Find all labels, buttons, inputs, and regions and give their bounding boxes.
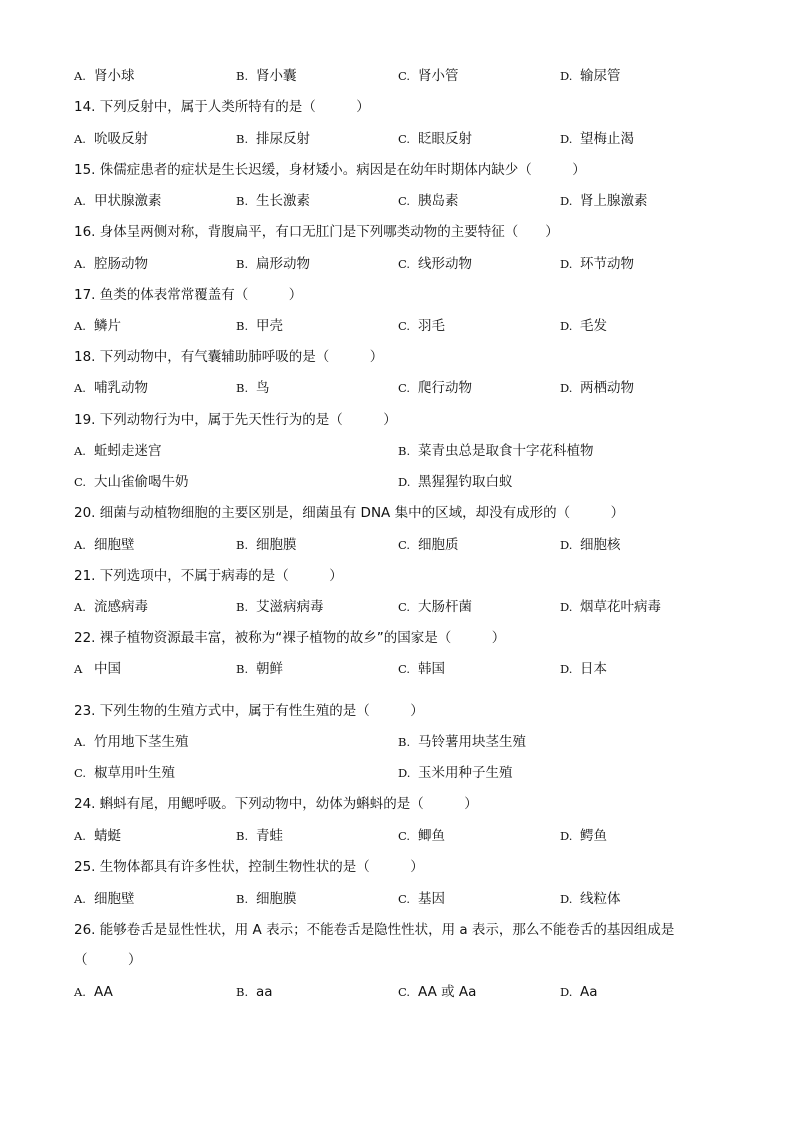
option-text: 中国 <box>94 661 121 677</box>
option-text: 线形动物 <box>418 256 472 272</box>
option-c <box>398 192 459 210</box>
option-b <box>236 983 273 1001</box>
option-text: 肾小囊 <box>256 68 297 84</box>
option-text: 线粒体 <box>580 891 621 907</box>
option-c <box>74 764 175 782</box>
option-letter: A. <box>74 381 86 395</box>
option-b <box>236 317 283 335</box>
option-text: 羽毛 <box>418 318 445 334</box>
option-text: 毛发 <box>580 318 607 334</box>
option-b <box>236 130 310 148</box>
option-c <box>398 983 476 1001</box>
option-text: 菜青虫总是取食十字花科植物 <box>418 443 594 459</box>
option-text: 排尿反射 <box>256 131 310 147</box>
option-b <box>236 67 297 85</box>
option-text: 胰岛素 <box>418 193 459 209</box>
option-text: 扁形动物 <box>256 256 310 272</box>
option-b <box>236 379 270 397</box>
option-c <box>398 660 445 678</box>
option-text: Aa <box>580 984 598 1000</box>
option-b <box>236 598 324 616</box>
option-b <box>236 255 310 273</box>
option-text: 日本 <box>580 661 607 677</box>
option-text: 细胞膜 <box>256 891 297 907</box>
option-letter: C. <box>398 892 411 906</box>
option-letter: B. <box>236 69 249 83</box>
option-letter: C. <box>398 69 411 83</box>
option-c <box>74 473 189 491</box>
option-c <box>398 536 459 554</box>
option-text: 爬行动物 <box>418 380 472 396</box>
option-text: 马铃薯用块茎生殖 <box>418 734 526 750</box>
option-text: 基因 <box>418 891 445 907</box>
option-letter: B. <box>236 319 249 333</box>
option-a <box>74 67 135 85</box>
option-letter: D. <box>560 600 573 614</box>
option-letter: C. <box>74 475 87 489</box>
option-d <box>560 192 648 210</box>
option-d <box>560 890 621 908</box>
option-d <box>560 827 607 845</box>
option-letter: D. <box>398 475 411 489</box>
option-text: 鳄鱼 <box>580 828 607 844</box>
question-text: 16. 身体呈两侧对称，背腹扁平，有口无肛门是下列哪类动物的主要特征（ ） <box>74 224 559 240</box>
option-a <box>74 733 189 751</box>
option-d <box>398 764 513 782</box>
option-letter: D. <box>560 829 573 843</box>
option-b <box>398 442 594 460</box>
question-text: 23. 下列生物的生殖方式中，属于有性生殖的是（ ） <box>74 703 424 719</box>
option-letter: C. <box>398 538 411 552</box>
option-text: 竹用地下茎生殖 <box>94 734 189 750</box>
option-letter: A. <box>74 892 86 906</box>
option-letter: B. <box>236 985 249 999</box>
option-text: 腔肠动物 <box>94 256 148 272</box>
option-letter: A. <box>74 735 86 749</box>
option-letter: B. <box>236 892 249 906</box>
option-a <box>74 317 121 335</box>
option-a <box>74 598 148 616</box>
option-text: 肾上腺激素 <box>580 193 648 209</box>
option-text: 眨眼反射 <box>418 131 472 147</box>
option-text: 细胞壁 <box>94 891 135 907</box>
option-letter: A. <box>74 538 86 552</box>
option-c <box>398 379 472 397</box>
option-letter: C. <box>398 985 411 999</box>
option-letter: B. <box>236 257 249 271</box>
question-text: 22. 裸子植物资源最丰富，被称为“裸子植物的故乡”的国家是（ ） <box>74 630 506 646</box>
option-text: 艾滋病病毒 <box>256 599 324 615</box>
option-text: 肾小管 <box>418 68 459 84</box>
option-text: 细胞质 <box>418 537 459 553</box>
option-text: 蚯蚓走迷宫 <box>94 443 162 459</box>
option-b <box>236 660 283 678</box>
option-text: 鲫鱼 <box>418 828 445 844</box>
option-text: AA 或 Aa <box>418 984 477 1000</box>
option-letter: D. <box>560 538 573 552</box>
option-letter: B. <box>398 735 411 749</box>
option-c <box>398 255 472 273</box>
option-b <box>236 890 297 908</box>
question-text: 15. 侏儒症患者的症状是生长迟缓，身材矮小。病因是在幼年时期体内缺少（ ） <box>74 162 586 178</box>
option-text: 细胞核 <box>580 537 621 553</box>
option-text: 输尿管 <box>580 68 621 84</box>
option-letter: A <box>74 662 83 676</box>
option-text: 朝鲜 <box>256 661 283 677</box>
option-letter: D. <box>560 662 573 676</box>
option-letter: C. <box>398 319 411 333</box>
option-letter: C. <box>398 194 411 208</box>
option-letter: B. <box>236 132 249 146</box>
option-letter: B. <box>398 444 411 458</box>
question-text: （ ） <box>74 952 142 968</box>
option-text: 黑猩猩钓取白蚁 <box>418 474 513 490</box>
option-letter: D. <box>560 892 573 906</box>
option-d <box>560 67 621 85</box>
option-d <box>398 473 513 491</box>
option-text: 肾小球 <box>94 68 135 84</box>
option-a <box>74 983 113 1001</box>
question-text: 20. 细菌与动植物细胞的主要区别是，细菌虽有 DNA 集中的区域，却没有成形的（ ） <box>74 505 625 521</box>
option-text: 韩国 <box>418 661 445 677</box>
question-text: 18. 下列动物中，有气囊辅助肺呼吸的是（ ） <box>74 349 384 365</box>
option-text: 大山雀偷喝牛奶 <box>94 474 189 490</box>
option-c <box>398 890 445 908</box>
option-letter: B. <box>236 194 249 208</box>
option-a <box>74 890 135 908</box>
option-text: 甲壳 <box>256 318 283 334</box>
option-letter: C. <box>398 600 411 614</box>
option-letter: A. <box>74 444 86 458</box>
option-letter: D. <box>560 69 573 83</box>
option-text: 青蛙 <box>256 828 283 844</box>
option-text: 细胞膜 <box>256 537 297 553</box>
option-d <box>560 660 607 678</box>
question-text: 25. 生物体都具有许多性状，控制生物性状的是（ ） <box>74 859 424 875</box>
question-text: 26. 能够卷舌是显性性状，用 A 表示；不能卷舌是隐性性状，用 a 表示，那么不能卷舌的基因组成是 <box>74 922 675 938</box>
option-c <box>398 130 472 148</box>
option-d <box>560 255 634 273</box>
option-d <box>560 130 634 148</box>
option-b <box>398 733 526 751</box>
option-c <box>398 67 459 85</box>
option-d <box>560 983 598 1001</box>
option-text: 大肠杆菌 <box>418 599 472 615</box>
option-letter: B. <box>236 538 249 552</box>
option-letter: D. <box>560 381 573 395</box>
option-text: 蜻蜓 <box>94 828 121 844</box>
option-letter: C. <box>398 257 411 271</box>
option-a <box>74 192 162 210</box>
option-text: 细胞壁 <box>94 537 135 553</box>
option-letter: A. <box>74 194 86 208</box>
option-letter: D. <box>560 132 573 146</box>
option-text: 生长激素 <box>256 193 310 209</box>
option-letter: D. <box>560 985 573 999</box>
option-letter: C. <box>398 662 411 676</box>
option-letter: A. <box>74 257 86 271</box>
option-a <box>74 379 148 397</box>
question-text: 14. 下列反射中，属于人类所特有的是（ ） <box>74 99 370 115</box>
option-letter: C. <box>398 381 411 395</box>
option-a <box>74 255 148 273</box>
option-b <box>236 192 310 210</box>
option-d <box>560 598 661 616</box>
option-c <box>398 317 445 335</box>
option-letter: D. <box>560 194 573 208</box>
option-letter: B. <box>236 829 249 843</box>
option-letter: C. <box>74 766 87 780</box>
option-d <box>560 536 621 554</box>
option-a <box>74 827 121 845</box>
option-c <box>398 598 472 616</box>
option-text: 鸟 <box>256 380 270 396</box>
option-letter: A. <box>74 319 86 333</box>
option-letter: A. <box>74 69 86 83</box>
option-letter: B. <box>236 600 249 614</box>
option-a <box>74 536 135 554</box>
option-text: 椒草用叶生殖 <box>94 765 175 781</box>
option-text: AA <box>94 984 113 1000</box>
option-text: 鳞片 <box>94 318 121 334</box>
option-letter: B. <box>236 662 249 676</box>
option-c <box>398 827 445 845</box>
option-text: 望梅止渴 <box>580 131 634 147</box>
option-a <box>74 130 148 148</box>
option-text: 哺乳动物 <box>94 380 148 396</box>
option-text: 烟草花叶病毒 <box>580 599 661 615</box>
option-a <box>74 660 121 678</box>
option-text: aa <box>256 984 273 1000</box>
option-letter: D. <box>398 766 411 780</box>
option-letter: D. <box>560 319 573 333</box>
question-text: 24. 蝌蚪有尾，用鳃呼吸。下列动物中，幼体为蝌蚪的是（ ） <box>74 796 478 812</box>
option-text: 流感病毒 <box>94 599 148 615</box>
option-text: 玉米用种子生殖 <box>418 765 513 781</box>
option-letter: D. <box>560 257 573 271</box>
option-letter: A. <box>74 829 86 843</box>
option-text: 吮吸反射 <box>94 131 148 147</box>
option-text: 环节动物 <box>580 256 634 272</box>
option-letter: A. <box>74 600 86 614</box>
option-b <box>236 536 297 554</box>
option-text: 甲状腺激素 <box>94 193 162 209</box>
option-letter: B. <box>236 381 249 395</box>
option-d <box>560 379 634 397</box>
option-d <box>560 317 607 335</box>
option-letter: A. <box>74 985 86 999</box>
option-letter: C. <box>398 829 411 843</box>
question-text: 19. 下列动物行为中，属于先天性行为的是（ ） <box>74 412 397 428</box>
option-b <box>236 827 283 845</box>
option-text: 两栖动物 <box>580 380 634 396</box>
question-text: 21. 下列选项中，不属于病毒的是（ ） <box>74 568 343 584</box>
option-letter: C. <box>398 132 411 146</box>
option-a <box>74 442 162 460</box>
option-letter: A. <box>74 132 86 146</box>
question-text: 17. 鱼类的体表常常覆盖有（ ） <box>74 287 303 303</box>
